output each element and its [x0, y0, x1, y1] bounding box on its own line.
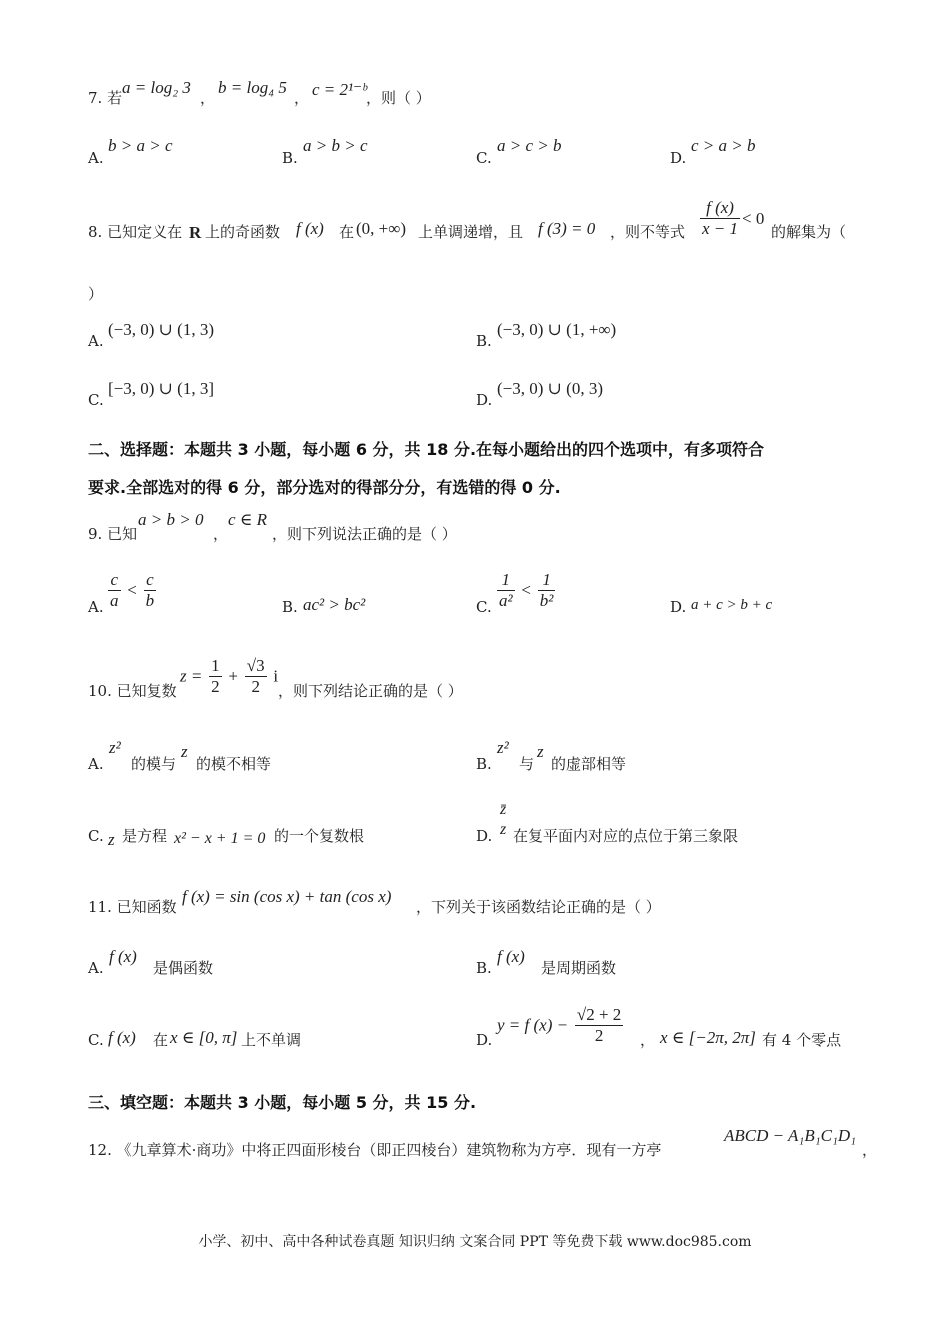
q8-fraction [698, 198, 742, 239]
q10-option-a-label: A. [88, 755, 104, 773]
q7-option-b-label: B. [282, 149, 298, 167]
q11-a-text: 是偶函数 [153, 959, 214, 977]
q11-c-text: 上不单调 [241, 1031, 302, 1049]
q7-option-a-label: A. [88, 149, 104, 167]
q8-option-d-label: D. [476, 391, 493, 409]
q11-d-expression [497, 1005, 625, 1046]
q10-a-text: 的模不相等 [196, 755, 272, 773]
q8-real-set: R [189, 223, 202, 242]
q11-tail: ，下列关于该函数结论正确的是（ ） [416, 898, 661, 916]
q11-option-d-label: D. [476, 1031, 493, 1049]
q9-option-b-label: B. [282, 598, 298, 616]
q11-a-fx: f (x) [109, 947, 137, 966]
q8-fraction-denominator: x − 1 [702, 219, 739, 238]
q10-a-text: 的模与 [131, 755, 177, 773]
q11-c-domain: x ∈ [0, π] [170, 1028, 238, 1047]
q10-number: 10. 已知复数 [88, 682, 177, 700]
q8-fraction-numerator: f (x) [700, 198, 740, 219]
q9-a-numerator-2: c [144, 570, 157, 591]
q10-plus: + [228, 666, 238, 686]
q10-b-text: 的虚部相等 [551, 755, 627, 773]
q11-b-text: 是周期函数 [541, 959, 617, 977]
q8-fx: f (x) [296, 219, 324, 238]
q10-option-b-label: B. [476, 755, 492, 773]
q11-d-text: 有 4 个零点 [762, 1031, 842, 1049]
q9-comma: ， [213, 525, 229, 543]
q11-d-domain: x ∈ [−2π, 2π] [660, 1028, 756, 1047]
section2-heading-line2: 要求.全部选对的得 6 分，部分选对的得部分分，有选错的得 0 分. [88, 478, 561, 497]
q9-condition-2: c ∈ R [228, 510, 268, 529]
q11-c-text: 在 [153, 1031, 169, 1049]
q10-option-d-label: D. [476, 827, 493, 845]
q10-c-equation: x² − x + 1 = 0 [174, 830, 266, 847]
q8-option-d: (−3, 0) ∪ (0, 3) [497, 379, 603, 398]
q11-d-comma: ， [640, 1031, 656, 1049]
q9-c-denominator-1: a² [499, 591, 513, 610]
q9-c-numerator-1: 1 [497, 570, 515, 591]
q10-c-z: z [108, 830, 115, 849]
q8-option-a-label: A. [88, 332, 104, 350]
q7-option-d: c > a > b [691, 136, 756, 155]
q11-option-a-label: A. [88, 959, 104, 977]
q8-option-b-label: B. [476, 332, 492, 350]
q8-option-c-label: C. [88, 391, 104, 409]
q10-tail: ，则下列结论正确的是（ ） [278, 682, 463, 700]
q8-text: ，则不等式 [610, 223, 686, 241]
q9-c-numerator-2: 1 [538, 570, 556, 591]
q9-a-denominator-1: a [110, 591, 119, 610]
q8-text: 的解集为（ [771, 223, 847, 241]
q12-text: 12. 《九章算术·商功》中将正四面形棱台（即正四棱台）建筑物称为方亭．现有一方亭 [88, 1141, 662, 1159]
q7-option-d-label: D. [670, 149, 687, 167]
q10-d-fraction [496, 800, 510, 840]
page-footer: 小学、初中、高中各种试卷真题 知识归纳 文案合同 PPT 等免费下载 www.doc985.com [198, 1234, 752, 1250]
q8-text: 在 [339, 223, 355, 241]
q8-number: 8. 已知定义在 [88, 223, 183, 241]
q9-option-c [495, 570, 557, 611]
q10-option-c-label: C. [88, 827, 104, 845]
q8-option-a: (−3, 0) ∪ (1, 3) [108, 320, 214, 339]
q7-b-definition: b = log₄ 5 [218, 78, 287, 97]
q8-interval: (0, +∞) [356, 219, 407, 238]
q10-a-z-squared: z² [109, 738, 121, 757]
q9-number: 9. 已知 [88, 525, 138, 543]
q7-a-definition: a = log₂ 3 [122, 78, 191, 97]
q8-close-paren: ） [88, 285, 104, 303]
q7-option-c-label: C. [476, 149, 492, 167]
q7-tail: ，则（ ） [366, 89, 431, 107]
q10-b-z-squared: z² [497, 738, 509, 757]
q9-a-operator: < [127, 580, 137, 600]
q9-c-operator: < [521, 580, 531, 600]
q9-option-d: a + c > b + c [691, 597, 773, 613]
q10-d-text: 在复平面内对应的点位于第三象限 [513, 827, 739, 845]
q7-option-c: a > c > b [497, 136, 562, 155]
q9-option-a [106, 570, 158, 611]
q10-z-definition [180, 656, 278, 697]
q8-text: 上单调递增，且 [418, 223, 524, 241]
q8-lt-zero: < 0 [742, 209, 765, 228]
q10-z-equals: z = [180, 666, 203, 686]
q10-b-text: 与 [519, 755, 535, 773]
q8-f3: f (3) = 0 [538, 219, 596, 238]
q11-d-numerator: √2 + 2 [576, 1005, 622, 1024]
q10-a-z: z [181, 742, 188, 761]
q10-imaginary-unit: i [273, 666, 279, 686]
q9-option-a-label: A. [88, 598, 104, 616]
q12-comma: ， [862, 1141, 878, 1159]
q9-c-denominator-2: b² [539, 591, 554, 610]
q11-number: 11. 已知函数 [88, 898, 177, 916]
q11-option-b-label: B. [476, 959, 492, 977]
q7-comma: ， [200, 89, 216, 107]
section2-heading-line1: 二、选择题：本题共 3 小题，每小题 6 分，共 18 分.在每小题给出的四个选项中，有多项符合 [88, 440, 765, 459]
q10-d-conjugate: z̄ [500, 801, 507, 818]
q9-option-b: ac² > bc² [303, 595, 366, 614]
q11-function: f (x) = sin (cos x) + tan (cos x) [182, 887, 392, 906]
q9-tail: ，则下列说法正确的是（ ） [272, 525, 457, 543]
section3-heading: 三、填空题：本题共 3 小题，每小题 5 分，共 15 分. [88, 1093, 477, 1112]
q11-d-denominator: 2 [594, 1026, 604, 1045]
q9-option-c-label: C. [476, 598, 492, 616]
q9-a-numerator-1: c [108, 570, 121, 591]
q10-denominator-1: 2 [211, 677, 220, 696]
q9-condition-1: a > b > 0 [138, 510, 204, 529]
q11-c-fx: f (x) [108, 1028, 136, 1047]
q9-option-d-label: D. [670, 598, 687, 616]
q10-b-z: z [537, 742, 544, 761]
q11-b-fx: f (x) [497, 947, 525, 966]
q7-comma: ， [294, 89, 310, 107]
q10-numerator-1: 1 [211, 656, 220, 675]
q8-option-b: (−3, 0) ∪ (1, +∞) [497, 320, 617, 339]
q8-option-c: [−3, 0) ∪ (1, 3] [108, 379, 214, 398]
q7-option-b: a > b > c [303, 136, 368, 155]
q10-c-text: 是方程 [122, 827, 168, 845]
q10-c-text: 的一个复数根 [274, 827, 365, 845]
q7-stem: 7. 若 [88, 89, 123, 107]
q10-d-z: z [500, 821, 507, 838]
q10-numerator-2: √3 [246, 656, 265, 675]
q8-text: 上的奇函数 [205, 223, 281, 241]
q7-c-definition: c = 2¹⁻ᵇ [312, 80, 367, 99]
q12-frustum: ABCD − A₁B₁C₁D₁ [724, 1126, 857, 1145]
q9-a-denominator-2: b [145, 591, 155, 610]
q7-option-a: b > a > c [108, 136, 173, 155]
q11-option-c-label: C. [88, 1031, 104, 1049]
q10-denominator-2: 2 [251, 677, 260, 696]
q11-d-y: y = f (x) − [497, 1015, 569, 1035]
